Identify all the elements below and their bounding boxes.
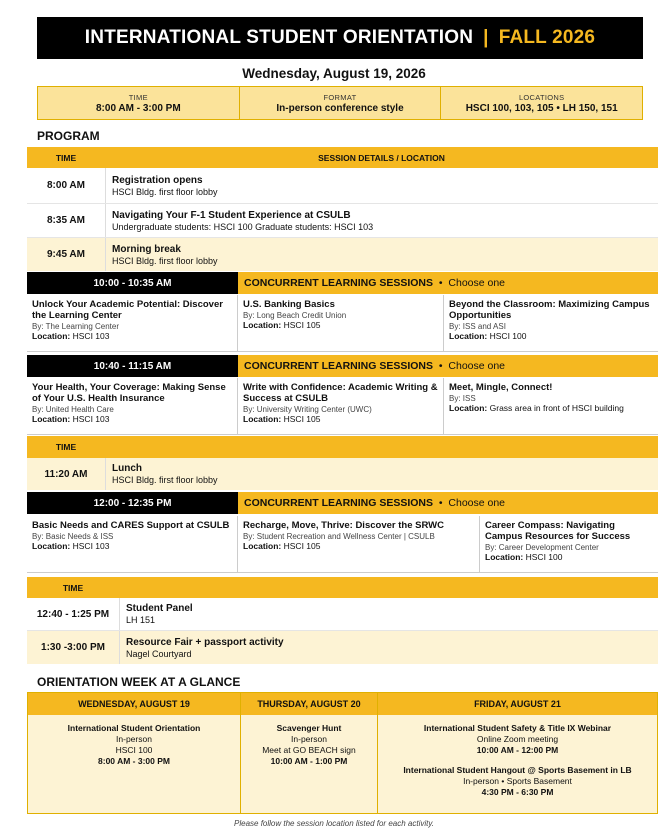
schedule-row: 9:45 AM Morning break HSCI Bldg. first floor lobby [27,238,658,271]
session-card: Basic Needs and CARES Support at CSULB By: Basic Needs & ISS Location: HSCI 103 [27,516,238,572]
page-title: INTERNATIONAL STUDENT ORIENTATION [84,27,474,48]
info-time: TIME 8:00 AM - 3:00 PM [38,87,240,119]
schedule-row: 1:30 -3:00 PM Resource Fair + passport activity Nagel Courtyard [27,631,658,664]
info-locations: LOCATIONS HSCI 100, 103, 105 • LH 150, 151 [465,92,618,114]
term-label: FALL 2026 [498,27,596,48]
session-card: Write with Confidence: Academic Writing & Success at CSULB By: University Writing Center (UWC) Location: HSCI 105 [238,378,444,434]
session-cards [27,516,658,573]
session-card: Recharge, Move, Thrive: Discover the SRWC By: Student Recreation and Wellness Center | CSULB Location: HSCI 105 [238,516,480,572]
week-heading: ORIENTATION WEEK AT A GLANCE [37,675,241,689]
session-card: Unlock Your Academic Potential: Discover the Learning Center By: The Learning Center Location: HSCI 103 [27,295,238,351]
event-date: Wednesday, August 19, 2026 [242,66,426,81]
session-cards [27,378,658,435]
glance-thursday: THURSDAY, AUGUST 20 Scavenger Hunt In-person Meet at GO BEACH sign 10:00 AM - 1:00 PM [241,693,378,813]
info-bar [37,86,643,120]
session-card: Career Compass: Navigating Campus Resources for Success By: Career Development Center Location: HSCI 100 [485,520,631,562]
info-format: FORMAT In-person conference style [240,87,442,119]
time-header: TIME [27,577,658,598]
footer-note: Please follow the session location listed for each activity. [234,819,434,828]
title-separator: | [483,27,489,48]
glance-friday: FRIDAY, AUGUST 21 International Student Safety & Title IX Webinar Online Zoom meeting 10:00 AM - 12:00 PM International Student Hangout @ Sports Basement in LB In-person • Sports Basement 4:30 PM - 6:30 PM [378,693,657,813]
session-card: Beyond the Classroom: Maximizing Campus Opportunities By: ISS and ASI Location: HSCI 100 [449,299,650,341]
time-header: TIME [27,436,658,458]
program-table-header: TIME SESSION DETAILS / LOCATION [27,147,658,168]
program-heading: PROGRAM [37,129,100,143]
concurrent-bar: 10:40 - 11:15 AM CONCURRENT LEARNING SESSIONS • Choose one [27,355,658,377]
schedule-row: 12:40 - 1:25 PM Student Panel LH 151 [27,598,658,631]
concurrent-bar: 12:00 - 12:35 PM CONCURRENT LEARNING SESSIONS • Choose one [27,492,658,514]
title-banner [37,17,643,59]
schedule-row: 8:00 AM Registration opens HSCI Bldg. first floor lobby [27,168,658,204]
week-glance-table [27,692,658,814]
schedule-row: 11:20 AM Lunch HSCI Bldg. first floor lobby [27,458,658,490]
schedule-row: 8:35 AM Navigating Your F-1 Student Experience at CSULB Undergraduate students: HSCI 100 Graduate students: HSCI 103 [27,204,658,238]
session-cards [27,295,658,352]
session-card: U.S. Banking Basics By: Long Beach Credit Union Location: HSCI 105 [238,295,444,351]
glance-wednesday: WEDNESDAY, AUGUST 19 International Student Orientation In-person HSCI 100 8:00 AM - 3:00 PM [28,693,241,813]
session-card: Your Health, Your Coverage: Making Sense of Your U.S. Health Insurance By: United Health Care Location: HSCI 103 [27,378,238,434]
session-card: Meet, Mingle, Connect! By: ISS Location: Grass area in front of HSCI building [449,382,624,413]
concurrent-bar: 10:00 - 10:35 AM CONCURRENT LEARNING SESSIONS • Choose one [27,272,658,294]
